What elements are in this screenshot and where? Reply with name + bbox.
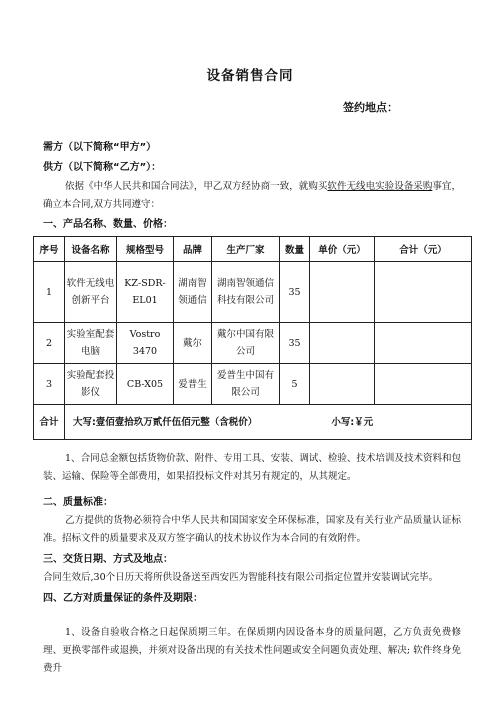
cell-name: 软件无线电创新平台: [65, 262, 117, 323]
table-row: [34, 323, 472, 364]
cell-brand: 湖南智领通信: [174, 262, 212, 323]
intro-before: 依据《中华人民共和国合同法》，甲乙双方经协商一致，就购买: [65, 181, 328, 192]
cell-sum: [375, 323, 472, 364]
cell-qty: 35: [280, 262, 310, 323]
total-upper: 大写:壹佰壹拾玖万贰仟伍佰元整（含税价）: [73, 416, 258, 428]
seller-line: 供方（以下简称“乙方”）：: [43, 162, 162, 173]
cell-maker: 湖南智领通信科技有限公司: [212, 262, 280, 323]
page-title: 设备销售合同: [206, 68, 294, 84]
warranty-paragraph: 1、设备自验收合格之日起保质期三年。在保质期内因设备本身的质量问题，乙方负责免费修理、更换零部件或退换，并须对设备出现的有关技术性问题或安全问题负责处理、解决; 软件终身免费升: [43, 627, 461, 674]
cell-model: Vostro 3470: [117, 323, 174, 364]
cell-maker: 戴尔中国有限公司: [212, 323, 280, 364]
col-header: 合计（元）: [375, 237, 472, 262]
cell-qty: 5: [280, 364, 310, 405]
cell-name: 实验配套投影仪: [65, 364, 117, 405]
col-header: 设备名称: [65, 237, 117, 262]
cell-no: 3: [34, 364, 65, 405]
section-4-heading: 四、乙方对质量保证的条件及期限：: [43, 593, 203, 604]
total-row: [34, 405, 472, 440]
col-header: 生产厂家: [212, 237, 280, 262]
cell-model: CB-X05: [117, 364, 174, 405]
total-amount: [65, 405, 472, 440]
intro-underlined: 软件无线电实验设备采购: [327, 181, 433, 192]
cell-brand: 爱普生: [174, 364, 212, 405]
intro-paragraph: [43, 178, 461, 214]
intro-after: 事宜，确立本合同,双方共同遵守：: [43, 181, 461, 210]
section-3-heading: 三、交货日期、方式及地点：: [43, 554, 173, 565]
buyer-line: 需方（以下简称“甲方”）: [43, 142, 157, 153]
delivery-paragraph: 合同生效后,30个日历天将所供设备送至西安匹为智能科技有限公司指定位置并安装调试完毕。: [43, 572, 439, 583]
cell-brand: 戴尔: [174, 323, 212, 364]
col-header: 品牌: [174, 237, 212, 262]
cell-no: 2: [34, 323, 65, 364]
cell-sum: [375, 364, 472, 405]
section-1-heading: 一、产品名称、数量、价格：: [43, 219, 173, 230]
total-label: 合计: [34, 405, 65, 440]
cell-maker: 爱普生中国有限公司: [212, 364, 280, 405]
cell-no: 1: [34, 262, 65, 323]
cell-price: [310, 323, 375, 364]
cell-name: 实验室配套电脑: [65, 323, 117, 364]
cell-price: [310, 364, 375, 405]
cell-sum: [375, 262, 472, 323]
table-row: [34, 262, 472, 323]
col-header: 规格型号: [117, 237, 174, 262]
col-header: 单价（元）: [310, 237, 375, 262]
cell-qty: 35: [280, 323, 310, 364]
cell-price: [310, 262, 375, 323]
clause-1-paragraph: 1、合同总金额包括货物价款、附件、专用工具、安装、调试、检验、技术培训及技术资料和包装、运输、保险等全部费用，如果招投标文件对其另有规定的，从其规定。: [43, 453, 461, 482]
table-row: [34, 364, 472, 405]
col-header: 数量: [280, 237, 310, 262]
table-header-row: [34, 237, 472, 262]
cell-model: KZ-SDR-EL01: [117, 262, 174, 323]
sign-place: 签约地点：: [343, 101, 398, 114]
col-header: 序号: [34, 237, 65, 262]
section-2-heading: 二、质量标准：: [43, 497, 113, 508]
quality-paragraph: 乙方提供的货物必须符合中华人民共和国国家安全环保标准，国家及有关行业产品质量认证标准。招标文件的质量要求及双方签字确认的技术协议作为本合同的有效附件。: [43, 515, 461, 544]
total-lower: 小写:￥元: [331, 416, 374, 428]
product-table: [33, 236, 472, 440]
